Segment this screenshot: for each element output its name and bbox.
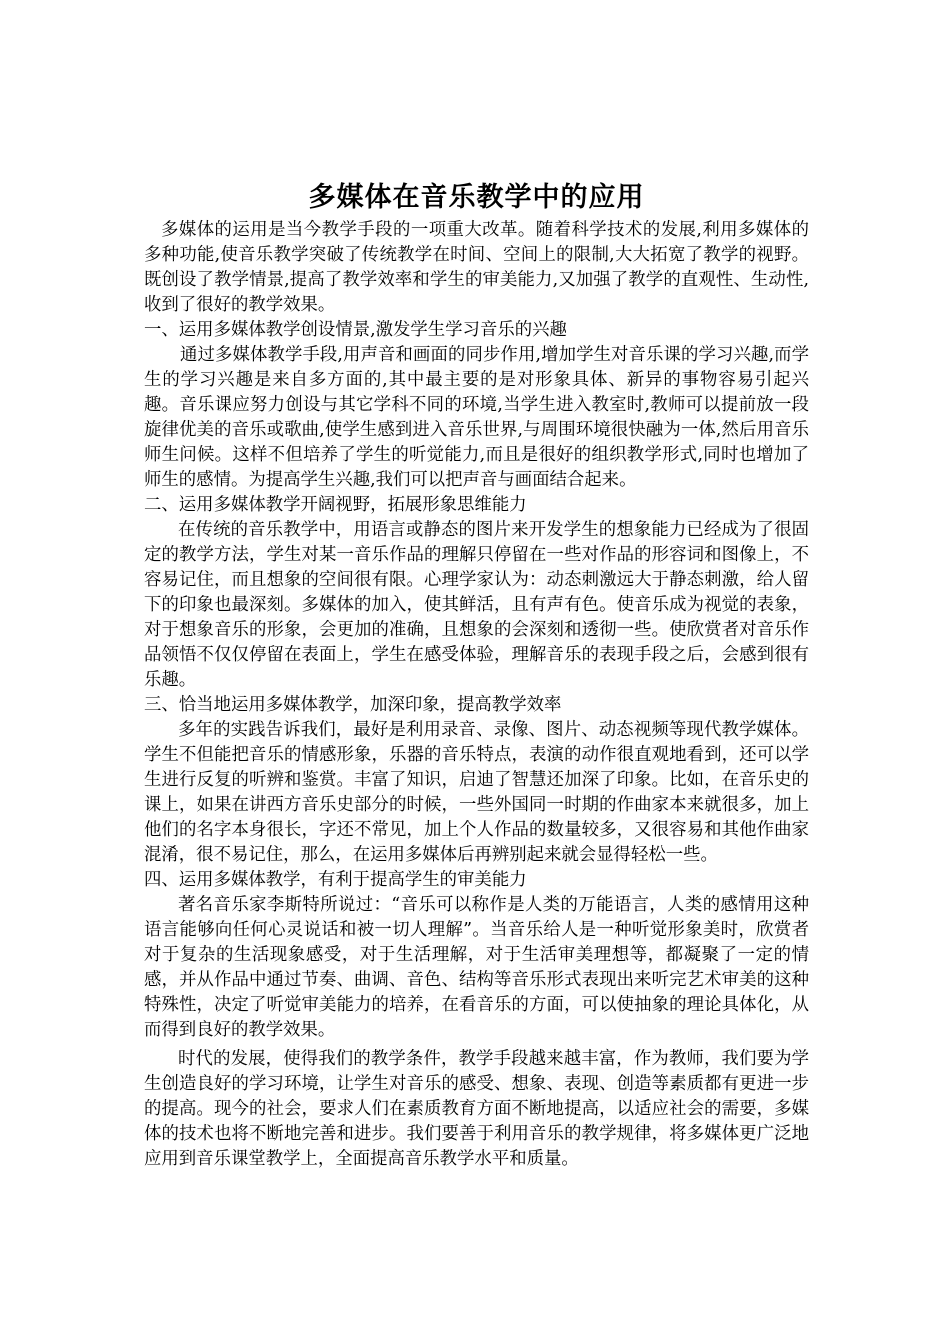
document-page <box>144 178 809 1172</box>
document-title: 多媒体在音乐教学中的应用 <box>308 182 645 213</box>
section-2-heading: 二、运用多媒体教学开阔视野，拓展形象思维能力 <box>144 495 527 515</box>
section-4-body: 著名音乐家李斯特所说过：“音乐可以称作是人类的万能语言，人类的感情用这种语言能够向任何心灵说话和被一切人理解”。当音乐给人是一种听觉形象美时，欣赏者对于复杂的生活现象感受，对于生活理解，对于生活审美理想等，都凝聚了一定的情感，并从作品中通过节奏、曲调、音色、结构等音乐形式表现出来听完艺术审美的这种特殊性，决定了听觉审美能力的培养，在看音乐的方面，可以使抽象的理论具体化，从而得到良好的教学效果。 <box>144 895 809 1040</box>
section-3-body: 多年的实践告诉我们，最好是利用录音、录像、图片、动态视频等现代教学媒体。学生不但能把音乐的情感形象，乐器的音乐特点，表演的动作很直观地看到，还可以学生进行反复的听辨和鉴赏。丰富了知识，启迪了智慧还加深了印象。比如，在音乐史的课上，如果在讲西方音乐史部分的时候，一些外国同一时期的作曲家本来就很多，加上他们的名字本身很长，字还不常见，加上个人作品的数量较多，又很容易和其他作曲家混淆，很不易记住，那么，在运用多媒体后再辨别起来就会显得轻松一些。 <box>144 720 809 865</box>
section-4-heading: 四、运用多媒体教学，有利于提高学生的审美能力 <box>144 870 527 890</box>
section-1-heading: 一、运用多媒体教学创设情景,激发学生学习音乐的兴趣 <box>144 320 567 340</box>
intro-paragraph: 多媒体的运用是当今教学手段的一项重大改革。随着科学技术的发展,利用多媒体的多种功能,使音乐教学突破了传统教学在时间、空间上的限制,大大拓宽了教学的视野。既创设了教学情景,提高了教学效率和学生的审美能力,又加强了教学的直观性、生动性,收到了很好的教学效果。 <box>144 220 809 315</box>
conclusion-paragraph: 时代的发展，使得我们的教学条件，教学手段越来越丰富，作为教师，我们要为学生创造良好的学习环境，让学生对音乐的感受、想象、表现、创造等素质都有更进一步的提高。现今的社会，要求人们在素质教育方面不断地提高，以适应社会的需要，多媒体的技术也将不断地完善和进步。我们要善于利用音乐的教学规律，将多媒体更广泛地应用到音乐课堂教学上，全面提高音乐教学水平和质量。 <box>144 1049 809 1169</box>
section-3-heading: 三、恰当地运用多媒体教学，加深印象，提高教学效率 <box>144 695 562 715</box>
section-1-body: 通过多媒体教学手段,用声音和画面的同步作用,增加学生对音乐课的学习兴趣,而学生的学习兴趣是来自多方面的,其中最主要的是对形象具体、新异的事物容易引起兴趣。音乐课应努力创设与其它学科不同的环境,当学生进入教室时,教师可以提前放一段旋律优美的音乐或歌曲,使学生感到进入音乐世界,与周围环境很快融为一体,然后用音乐师生问候。这样不但培养了学生的听觉能力,而且是很好的组织教学形式,同时也增加了师生的感情。为提高学生兴趣,我们可以把声音与画面结合起来。 <box>144 345 809 490</box>
section-2-body: 在传统的音乐教学中，用语言或静态的图片来开发学生的想象能力已经成为了很固定的教学方法，学生对某一音乐作品的理解只停留在一些对作品的形容词和图像上，不容易记住，而且想象的空间很有限。心理学家认为：动态刺激远大于静态刺激，给人留下的印象也最深刻。多媒体的加入，使其鲜活，且有声有色。使音乐成为视觉的表象，对于想象音乐的形象，会更加的准确，且想象的会深刻和透彻一些。使欣赏者对音乐作品领悟不仅仅停留在表面上，学生在感受体验，理解音乐的表现手段之后，会感到很有乐趣。 <box>144 520 809 690</box>
